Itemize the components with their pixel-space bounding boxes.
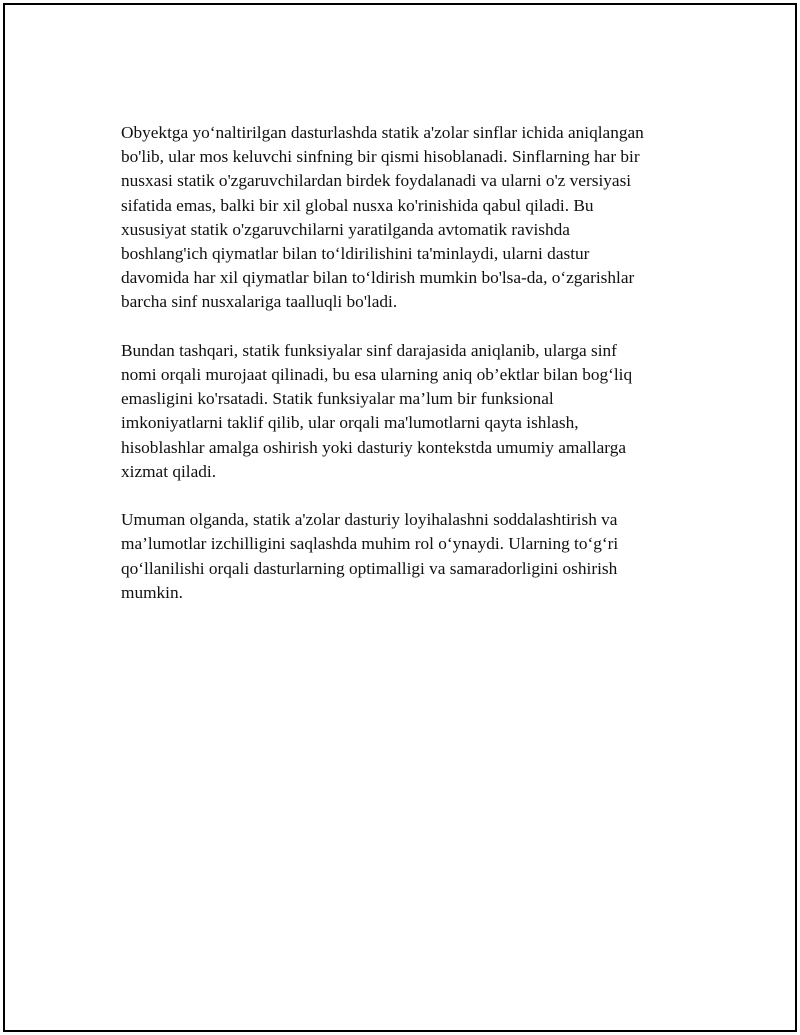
text-line: emasligini ko'rsatadi. Statik funksiyalar ma’lum bir funksional	[121, 389, 554, 409]
text-line: davomida har xil qiymatlar bilan to‘ldirish mumkin bo'lsa-da, o‘zgarishlar	[121, 268, 635, 288]
text-line: nusxasi statik o'zgaruvchilardan birdek foydalanadi va ularni o'z versiyasi	[121, 171, 632, 191]
text-line: bo'lib, ular mos keluvchi sinfning bir qismi hisoblanadi. Sinflarning har bir	[121, 147, 640, 167]
paragraph-2	[121, 339, 681, 484]
paragraph-3	[121, 508, 681, 605]
text-line: qo‘llanilishi orqali dasturlarning optimalligi va samaradorligini oshirish	[121, 558, 618, 578]
text-line: Umuman olganda, statik a'zolar dasturiy loyihalashni soddalashtirish va	[121, 510, 618, 530]
text-line: barcha sinf nusxalariga taalluqli bo'ladi.	[121, 292, 398, 312]
text-line: xususiyat statik o'zgaruvchilarni yaratilganda avtomatik ravishda	[121, 219, 570, 239]
text-line: xizmat qiladi.	[121, 461, 217, 481]
text-line: sifatida emas, balki bir xil global nusxa ko'rinishida qabul qiladi. Bu	[121, 195, 594, 215]
text-line: mumkin.	[121, 582, 183, 602]
text-line: hisoblashlar amalga oshirish yoki dasturiy kontekstda umumiy amallarga	[121, 437, 627, 457]
paragraph-1	[121, 121, 681, 315]
document-body	[121, 121, 681, 629]
text-line: ma’lumotlar izchilligini saqlashda muhim rol o‘ynaydi. Ularning to‘g‘ri	[121, 534, 619, 554]
page-border	[3, 3, 797, 1032]
text-line: nomi orqali murojaat qilinadi, bu esa ularning aniq ob’ektlar bilan bog‘liq	[121, 365, 633, 385]
text-line: boshlang'ich qiymatlar bilan to‘ldirilishini ta'minlaydi, ularni dastur	[121, 244, 590, 264]
text-line: imkoniyatlarni taklif qilib, ular orqali ma'lumotlarni qayta ishlash,	[121, 413, 579, 433]
text-line: Bundan tashqari, statik funksiyalar sinf darajasida aniqlanib, ularga sinf	[121, 340, 617, 360]
text-line: Obyektga yo‘naltirilgan dasturlashda statik a'zolar sinflar ichida aniqlangan	[121, 123, 644, 142]
